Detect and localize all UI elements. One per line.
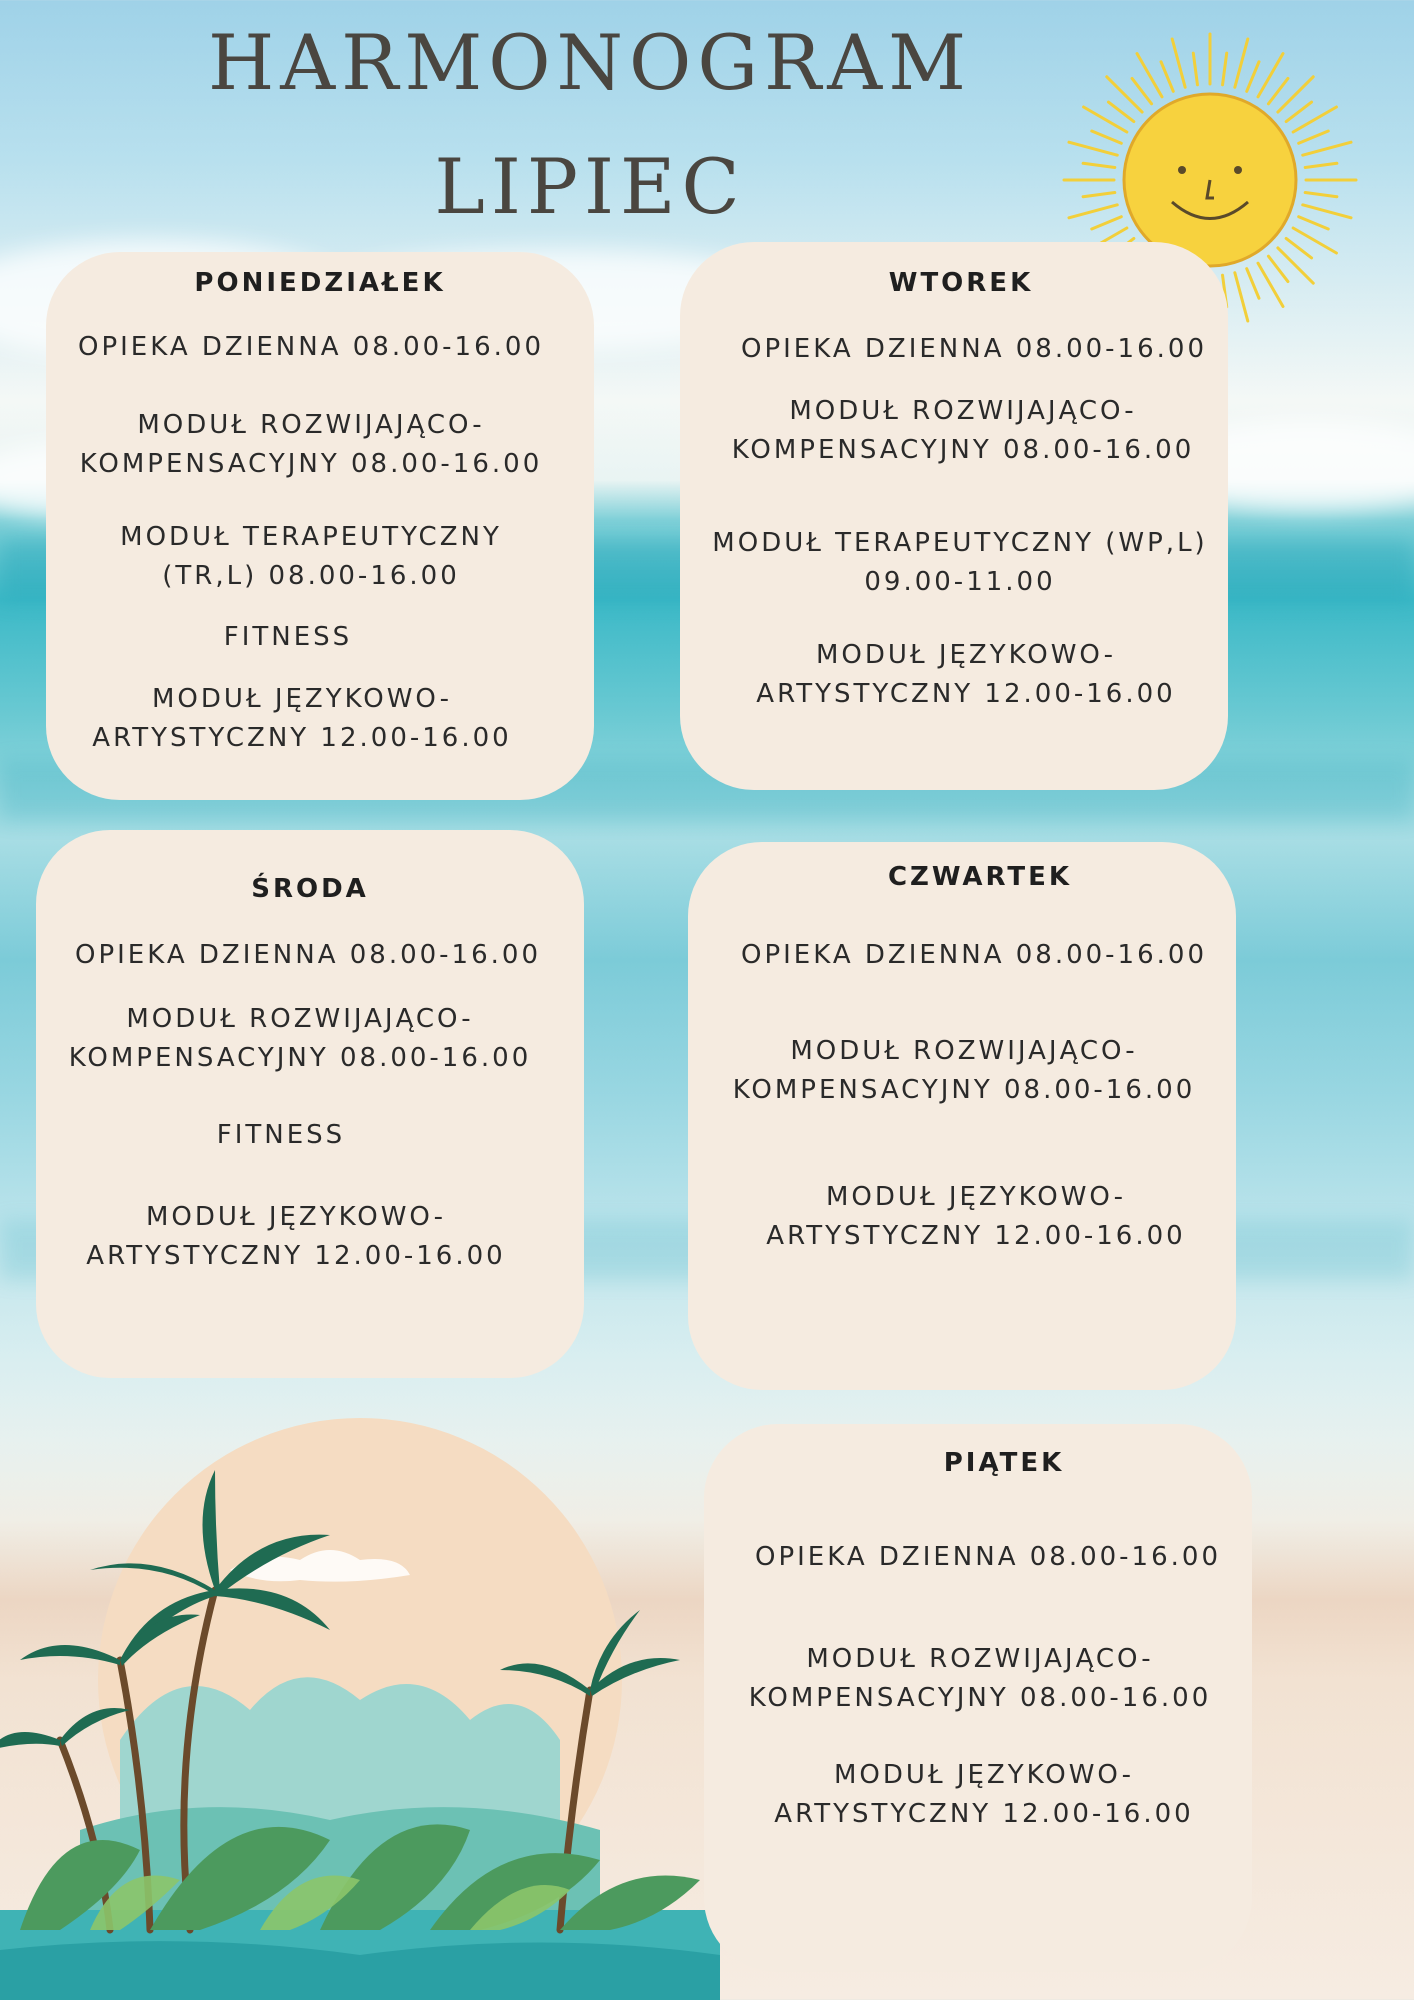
schedule-item: MODUŁ JĘZYKOWO- ARTYSTYCZNY 12.00-16.00: [92, 684, 512, 753]
day-card-friday: [704, 1424, 1252, 1972]
schedule-item: MODUŁ TERAPEUTYCZNY (WP,L) 09.00-11.00: [712, 528, 1208, 597]
page-subtitle: LIPIEC: [434, 142, 746, 231]
sun-ray: [1305, 193, 1337, 197]
sun-ray: [1108, 102, 1133, 121]
sun-ray: [1278, 248, 1313, 283]
sun-ray: [1286, 238, 1311, 257]
sun-ray: [1161, 62, 1173, 92]
sun-ray: [1299, 217, 1329, 229]
schedule-item: MODUŁ JĘZYKOWO- ARTYSTYCZNY 12.00-16.00: [756, 640, 1176, 709]
sun-ray: [1303, 142, 1351, 155]
day-card-wednesday: [36, 830, 584, 1378]
sun-ray: [1247, 269, 1259, 299]
sun-ray: [1278, 77, 1313, 112]
schedule-item: MODUŁ JĘZYKOWO- ARTYSTYCZNY 12.00-16.00: [774, 1760, 1194, 1829]
schedule-item: OPIEKA DZIENNA 08.00-16.00: [74, 940, 541, 970]
palm-island-illustration: [0, 1410, 720, 2000]
day-title: ŚRODA: [251, 874, 369, 904]
sun-ray: [1268, 78, 1287, 103]
sun-ray: [1107, 77, 1142, 112]
sun-ray: [1268, 256, 1287, 281]
schedule-item: MODUŁ JĘZYKOWO- ARTYSTYCZNY 12.00-16.00: [766, 1182, 1186, 1251]
schedule-item: OPIEKA DZIENNA 08.00-16.00: [740, 940, 1207, 970]
sun-ray: [1286, 102, 1311, 121]
sun-ray: [1223, 53, 1227, 85]
sun-ray: [1305, 163, 1337, 167]
sun-ray: [1069, 205, 1117, 218]
sun-ray: [1083, 193, 1115, 197]
day-card-thursday: [688, 842, 1236, 1390]
schedule-item: OPIEKA DZIENNA 08.00-16.00: [740, 334, 1207, 364]
sun-ray: [1092, 131, 1122, 143]
day-title: WTOREK: [888, 268, 1034, 298]
schedule-item: MODUŁ ROZWIJAJĄCO- KOMPENSACYJNY 08.00-16.00: [748, 1644, 1212, 1713]
schedule-item: MODUŁ ROZWIJAJĄCO- KOMPENSACYJNY 08.00-16.00: [731, 396, 1195, 465]
day-card-monday: [46, 252, 594, 800]
schedule-item: MODUŁ ROZWIJAJĄCO- KOMPENSACYJNY 08.00-16.00: [79, 410, 543, 479]
schedule-item: OPIEKA DZIENNA 08.00-16.00: [754, 1542, 1221, 1572]
schedule-item: MODUŁ JĘZYKOWO- ARTYSTYCZNY 12.00-16.00: [86, 1202, 506, 1271]
day-title: PIĄTEK: [943, 1448, 1065, 1478]
day-title: PONIEDZIAŁEK: [194, 268, 446, 298]
day-title: CZWARTEK: [887, 862, 1073, 892]
sun-ray: [1193, 53, 1197, 85]
sun-ray: [1299, 131, 1329, 143]
sun-ray: [1132, 78, 1151, 103]
sun-ray: [1069, 142, 1117, 155]
sun-ray: [1303, 205, 1351, 218]
day-card-tuesday: [680, 242, 1228, 790]
sun-ray: [1083, 163, 1115, 167]
schedule-item: FITNESS: [223, 622, 353, 652]
sun-ray: [1092, 217, 1122, 229]
schedule-item: FITNESS: [216, 1120, 346, 1150]
schedule-item: MODUŁ TERAPEUTYCZNY (TR,L) 08.00-16.00: [120, 522, 502, 591]
page-title: HARMONOGRAM: [208, 18, 972, 107]
schedule-item: MODUŁ ROZWIJAJĄCO- KOMPENSACYJNY 08.00-16.00: [68, 1004, 532, 1073]
sun-ray: [1172, 39, 1185, 87]
sun-ray: [1247, 62, 1259, 92]
schedule-item: OPIEKA DZIENNA 08.00-16.00: [77, 332, 544, 362]
sun-ray: [1235, 39, 1248, 87]
schedule-item: MODUŁ ROZWIJAJĄCO- KOMPENSACYJNY 08.00-16.00: [732, 1036, 1196, 1105]
